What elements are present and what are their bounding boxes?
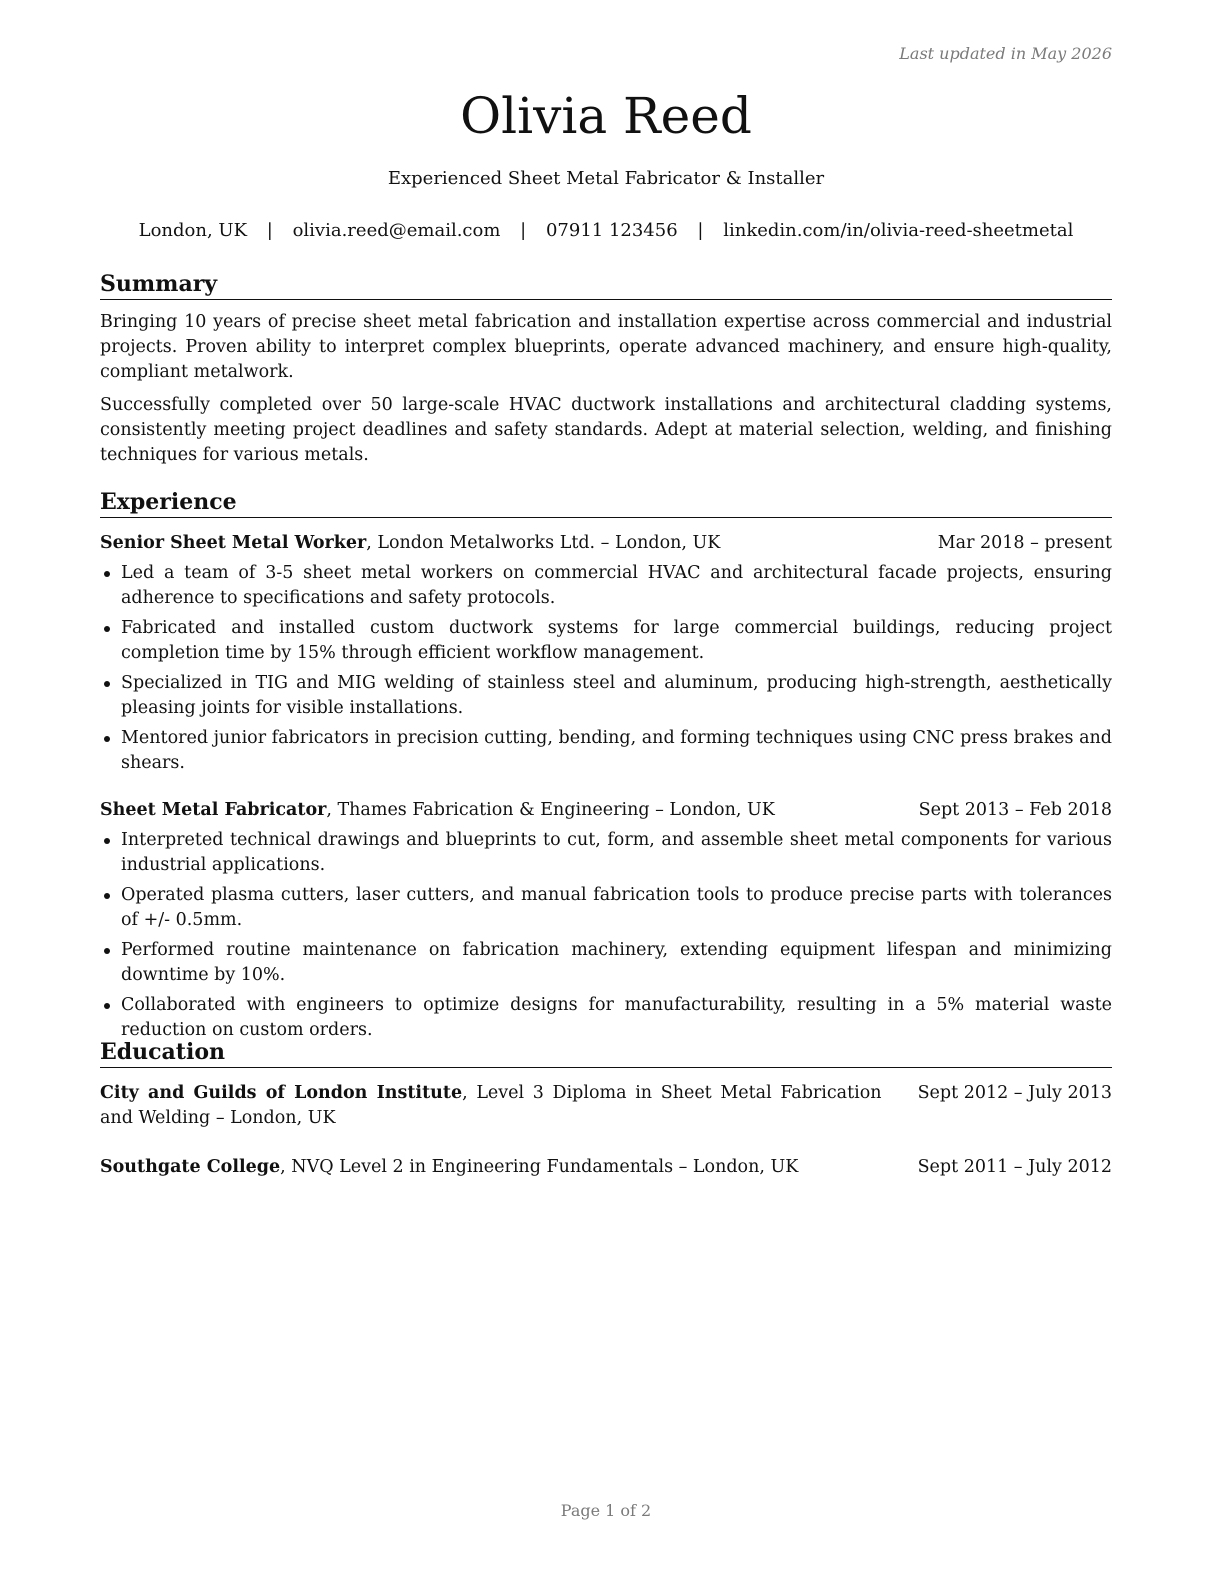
job-entry — [100, 798, 1112, 1043]
job-role: Sheet Metal Fabricator — [100, 800, 327, 820]
job-role: Senior Sheet Metal Worker — [100, 533, 367, 553]
job-bullet: Mentored junior fabricators in precision cutting, bending, and forming techniques using CNC press brakes and shears. — [100, 726, 1112, 776]
last-updated-note: Last updated in May 2026 — [899, 44, 1112, 63]
education-institution: Southgate College — [100, 1157, 281, 1177]
job-company: , Thames Fabrication & Engineering – London, UK — [326, 800, 775, 820]
education-entry — [100, 1081, 1112, 1131]
summary-heading: Summary — [100, 270, 1112, 300]
job-bullet: Specialized in TIG and MIG welding of stainless steel and aluminum, producing high-strength, aesthetically pleasing joints for visible installations. — [100, 671, 1112, 721]
candidate-name: Olivia Reed — [460, 87, 752, 145]
contact-email-link[interactable]: olivia.reed@email.com — [292, 220, 501, 241]
job-bullet: Fabricated and installed custom ductwork systems for large commercial buildings, reducing project completion time by 15% through efficient workflow management. — [100, 616, 1112, 666]
contact-phone: 07911 123456 — [545, 220, 678, 241]
job-bullet: Interpreted technical drawings and blueprints to cut, form, and assemble sheet metal components for various industrial applications. — [100, 828, 1112, 878]
experience-heading: Experience — [100, 488, 1112, 518]
job-bullet: Led a team of 3-5 sheet metal workers on commercial HVAC and architectural facade projects, ensuring adherence to specifications and safety protocols. — [100, 561, 1112, 611]
education-entry — [100, 1155, 1112, 1180]
job-bullet: Collaborated with engineers to optimize designs for manufacturability, resulting in a 5% material waste reduction on custom orders. — [100, 993, 1112, 1043]
job-bullet: Operated plasma cutters, laser cutters, and manual fabrication tools to produce precise parts with tolerances of +/- 0.5mm. — [100, 883, 1112, 933]
page-number: Page 1 of 2 — [560, 1501, 652, 1520]
summary-section — [100, 270, 1112, 468]
contact-separator: | — [266, 220, 273, 241]
education-institution: City and Guilds of London Institute — [100, 1083, 463, 1103]
job-header — [100, 531, 1112, 556]
summary-paragraph: Bringing 10 years of precise sheet metal fabrication and installation expertise across commercial and industrial projects. Proven ability to interpret complex blueprints, operate advanced machinery, and ensure high-quality, compliant metalwork. — [100, 312, 1112, 382]
resume-page — [100, 0, 1112, 1584]
contact-linkedin-link[interactable]: linkedin.com/in/olivia-reed-sheetmetal — [723, 220, 1074, 241]
education-dates: Sept 2011 – July 2012 — [917, 1157, 1112, 1177]
job-dates: Mar 2018 – present — [937, 533, 1112, 553]
contact-separator: | — [520, 220, 527, 241]
education-section — [100, 1038, 1112, 1180]
job-dates: Sept 2013 – Feb 2018 — [918, 800, 1112, 820]
experience-section — [100, 488, 1112, 1043]
education-details: , Level 3 Diploma in Sheet Metal Fabrication and Welding – London, UK — [100, 1083, 882, 1128]
education-dates: Sept 2012 – July 2013 — [917, 1083, 1112, 1103]
contact-location: London, UK — [138, 220, 248, 241]
job-header — [100, 798, 1112, 823]
job-bullet: Performed routine maintenance on fabrication machinery, extending equipment lifespan and minimizing downtime by 10%. — [100, 938, 1112, 988]
education-heading: Education — [100, 1038, 1112, 1068]
job-bullet-list — [100, 561, 1112, 776]
contact-line — [100, 218, 1112, 244]
candidate-tagline: Experienced Sheet Metal Fabricator & Installer — [387, 168, 825, 189]
contact-separator: | — [697, 220, 704, 241]
job-entry — [100, 531, 1112, 776]
education-details: , NVQ Level 2 in Engineering Fundamentals – London, UK — [280, 1157, 799, 1177]
summary-paragraph: Successfully completed over 50 large-scale HVAC ductwork installations and architectural cladding systems, consistently meeting project deadlines and safety standards. Adept at material selection, welding, and finishing techniques for various metals. — [100, 395, 1112, 465]
job-company: , London Metalworks Ltd. – London, UK — [366, 533, 721, 553]
job-bullet-list — [100, 828, 1112, 1043]
